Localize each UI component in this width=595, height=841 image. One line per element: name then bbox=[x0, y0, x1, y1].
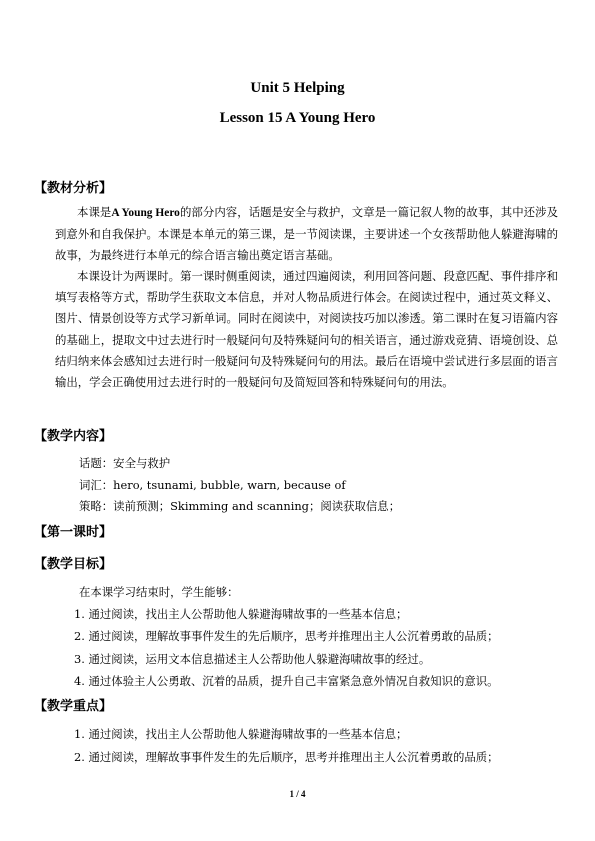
key-point-item-2: 2. 通过阅读，理解故事事件发生的先后顺序，思考并推理出主人公沉着勇敢的品质； bbox=[74, 750, 499, 764]
analysis-paragraph-1 bbox=[55, 202, 558, 267]
objective-item-4: 4. 通过体验主人公勇敢、沉着的品质，提升自己丰富紧急意外情况自救知识的意识。 bbox=[74, 674, 499, 688]
lesson-title: Lesson 15 A Young Hero bbox=[219, 110, 376, 126]
page-number: 1 / 4 bbox=[289, 789, 306, 799]
lesson1-heading: 【第一课时】 bbox=[34, 525, 113, 540]
content-topic: 话题：安全与救护 bbox=[79, 456, 171, 470]
objective-item-3: 3. 通过阅读，运用文本信息描述主人公帮助他人躲避海啸故事的经过。 bbox=[74, 652, 431, 666]
content-strategy: 策略：读前预测；Skimming and scanning；阅读获取信息； bbox=[79, 499, 401, 513]
content-heading: 【教学内容】 bbox=[34, 429, 113, 444]
key-point-item-1: 1. 通过阅读，找出主人公帮助他人躲避海啸故事的一些基本信息； bbox=[74, 727, 408, 741]
key-points-heading: 【教学重点】 bbox=[34, 699, 113, 714]
analysis-p1-before: 本课是 bbox=[77, 205, 112, 219]
analysis-p1-after: 的部分内容，话题是安全与救护，文章是一篇记叙人物的故事，其中还涉及到意外和自我保护。本课是本单元的第三课，是一节阅读课，主要讲述一个女孩帮助他人躲避海啸的故事，为最终进行本单元的综合语言输出奠定语言基础。 bbox=[55, 205, 558, 263]
objectives-intro: 在本课学习结束时，学生能够： bbox=[79, 585, 239, 599]
analysis-heading: 【教材分析】 bbox=[34, 181, 113, 196]
objectives-heading: 【教学目标】 bbox=[34, 557, 113, 572]
unit-title: Unit 5 Helping bbox=[250, 80, 345, 96]
analysis-paragraph-2: 本课设计为两课时。第一课时侧重阅读，通过四遍阅读，利用回答问题、段意匹配、事件排序和填写表格等方式，帮助学生获取文本信息，并对人物品质进行体会。在阅读过程中，通过英文释义、图片、情景创设等方式学习新单词。同时在阅读中，对阅读技巧加以渗透。第二课时在复习语篇内容的基础上，提取文中过去进行时一般疑问句及特殊疑问句的相关语言，通过游戏竞猜、语境创设、总结归纳来体会感知过去进行时一般疑问句及特殊疑问句的用法。最后在语境中尝试进行多层面的语言输出，学会正确使用过去进行时的一般疑问句及简短回答和特殊疑问句的用法。 bbox=[55, 269, 558, 390]
objective-item-2: 2. 通过阅读，理解故事事件发生的先后顺序，思考并推理出主人公沉着勇敢的品质； bbox=[74, 629, 499, 643]
content-vocab: 词汇：hero, tsunami, bubble, warn, because of bbox=[79, 478, 346, 492]
objective-item-1: 1. 通过阅读，找出主人公帮助他人躲避海啸故事的一些基本信息； bbox=[74, 607, 408, 621]
analysis-p1-bold: A Young Hero bbox=[111, 207, 180, 219]
